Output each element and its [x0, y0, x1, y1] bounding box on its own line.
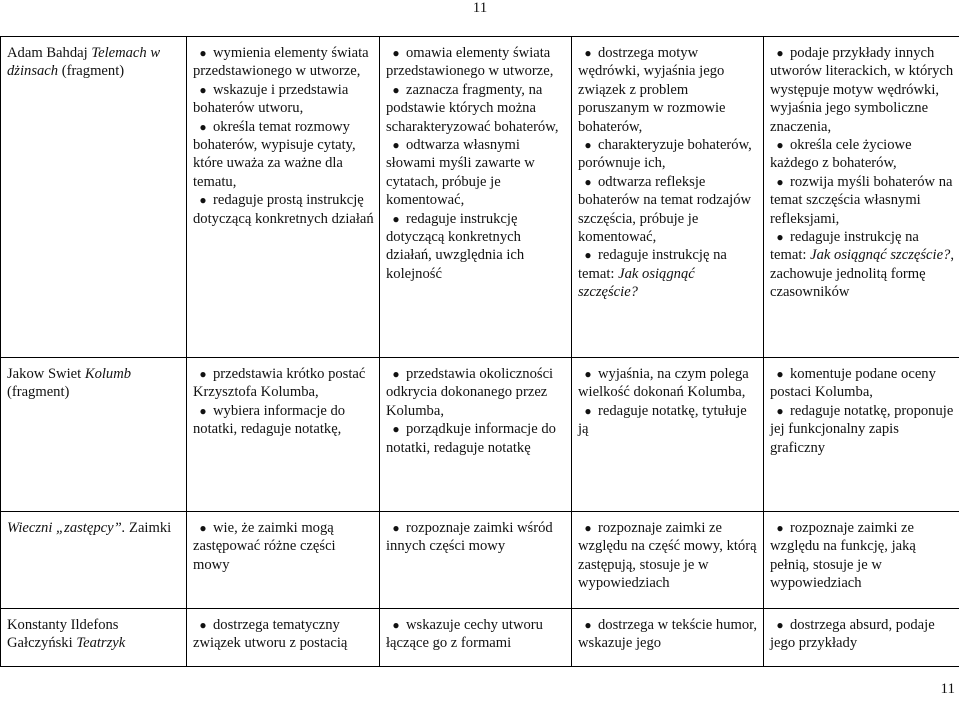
requirement-cell — [572, 512, 764, 609]
bullet-icon: ● — [392, 211, 400, 226]
list-item-text: określa cele życiowe każdego z bohaterów, — [770, 137, 912, 172]
bullet-icon: ● — [392, 367, 400, 381]
table-row — [1, 358, 959, 512]
table-row — [1, 512, 959, 609]
requirement-list — [770, 616, 954, 653]
requirement-list — [193, 519, 374, 574]
reading-title-work: Teatrzyk — [76, 635, 126, 652]
list-item-text: odtwarza refleksje bohaterów na temat rodzajów szczęścia, próbuje je komentować, — [578, 173, 752, 246]
list-item-text: zaznacza fragmenty, na podstawie których można scharakteryzować bohaterów, — [386, 81, 559, 135]
bullet-icon: ● — [392, 82, 400, 97]
list-item — [578, 402, 758, 439]
list-item-text: porządkuje informacje do notatki, redaguje notatkę — [386, 421, 556, 456]
list-item — [386, 519, 566, 556]
bullet-icon: ● — [392, 422, 400, 437]
bullet-icon: ● — [584, 367, 592, 381]
list-item — [770, 402, 954, 457]
list-item-text: redaguje instrukcję dotyczącą konkretnych działań, uwzględnia ich kolejność — [386, 210, 525, 282]
list-item — [386, 81, 566, 136]
requirement-list — [193, 616, 374, 653]
requirement-cell — [380, 609, 572, 667]
bullet-icon: ● — [199, 403, 207, 418]
bullet-icon: ● — [776, 367, 784, 381]
bullet-icon: ● — [776, 618, 784, 632]
list-item-text: redaguje instrukcję na temat: — [578, 247, 727, 282]
requirement-cell — [187, 512, 380, 609]
bullet-icon: ● — [199, 193, 207, 208]
reading-title-author: Jakow Swiet — [7, 366, 85, 382]
list-item-text: omawia elementy świata przedstawionego w utworze, — [386, 45, 554, 80]
list-item — [386, 616, 566, 653]
list-item — [578, 616, 758, 653]
list-item-text: podaje przykłady innych utworów literackich, w których występuje motyw wędrówki, wyjaśnia jego symboliczne znaczenia, — [770, 45, 954, 135]
requirement-list — [770, 44, 954, 302]
list-item — [578, 173, 758, 247]
list-item — [386, 365, 566, 420]
reading-title-author: Adam Bahdaj — [7, 45, 92, 61]
table-row — [1, 37, 959, 358]
requirement-cell — [380, 37, 572, 358]
table-row — [1, 609, 959, 667]
list-item-text: redaguje notatkę, tytułuje ją — [578, 402, 747, 438]
bullet-icon: ● — [776, 230, 784, 245]
list-item — [578, 44, 758, 136]
bullet-icon: ● — [392, 46, 400, 60]
list-item-text: rozpoznaje zaimki wśród innych części mowy — [386, 520, 553, 555]
bullet-icon: ● — [199, 618, 207, 632]
list-item-text: Jak osiągnąć szczęście? — [578, 265, 695, 301]
bullet-icon: ● — [584, 521, 592, 535]
bullet-icon: ● — [199, 82, 207, 97]
list-item-text: rozpoznaje zaimki ze względu na część mowy, którą zastępują, stosuje je w wypowiedziach — [578, 520, 757, 592]
bullet-icon: ● — [776, 521, 784, 535]
bullet-icon: ● — [584, 618, 592, 632]
list-item-text: przedstawia krótko postać Krzysztofa Kolumba, — [193, 366, 366, 401]
list-item — [193, 44, 374, 81]
requirement-cell — [380, 512, 572, 609]
bullet-icon: ● — [584, 403, 592, 418]
list-item-text: charakteryzuje bohaterów, porównuje ich, — [578, 137, 752, 172]
list-item — [578, 365, 758, 402]
requirement-list — [770, 365, 954, 457]
bullet-icon: ● — [776, 174, 784, 189]
requirement-list — [193, 365, 374, 439]
requirement-cell — [764, 37, 959, 358]
requirement-list — [193, 44, 374, 228]
requirement-list — [386, 44, 566, 283]
list-item-text: komentuje podane oceny postaci Kolumba, — [770, 366, 936, 401]
bullet-icon: ● — [776, 46, 784, 60]
reading-title-note: (fragment) — [7, 384, 70, 401]
list-item — [386, 44, 566, 81]
list-item — [770, 228, 954, 302]
reading-title-note: (fragment) — [58, 63, 125, 80]
requirement-cell — [572, 37, 764, 358]
bullet-icon: ● — [392, 521, 400, 535]
reading-title-cell — [1, 37, 187, 358]
list-item-text: wybiera informacje do notatki, redaguje notatkę, — [193, 402, 346, 438]
list-item-text: odtwarza własnymi słowami myśli zawarte w cytatach, próbuje je komentować, — [386, 137, 535, 209]
bullet-icon: ● — [584, 174, 592, 189]
list-item — [578, 246, 758, 301]
page-number-top: 11 — [472, 0, 488, 16]
reading-title-cell — [1, 609, 187, 667]
list-item-text: przedstawia okoliczności odkrycia dokonanego przez Kolumba, — [386, 366, 554, 419]
list-item — [193, 616, 374, 653]
list-item-text: wskazuje cechy utworu łączące go z formami — [386, 617, 543, 652]
list-item — [386, 210, 566, 284]
reading-title-note: Zaimki — [125, 520, 172, 536]
bullet-icon: ● — [776, 138, 784, 153]
requirements-table-body — [1, 37, 959, 667]
bullet-icon: ● — [392, 138, 400, 153]
list-item-text: rozwija myśli bohaterów na temat szczęścia własnymi refleksjami, — [770, 173, 953, 227]
list-item-text: redaguje instrukcję na temat: — [770, 229, 919, 264]
requirement-cell — [764, 512, 959, 609]
list-item — [770, 136, 954, 173]
requirement-cell — [764, 609, 959, 667]
bullet-icon: ● — [199, 521, 207, 535]
bullet-icon: ● — [199, 119, 207, 134]
list-item — [193, 519, 374, 574]
bullet-icon: ● — [392, 618, 400, 632]
requirement-list — [386, 365, 566, 457]
requirement-cell — [187, 358, 380, 512]
reading-title-cell — [1, 512, 187, 609]
bullet-icon: ● — [584, 46, 592, 60]
list-item-text: Jak osiągnąć szczęście? — [810, 247, 951, 264]
list-item — [386, 136, 566, 210]
reading-title-cell — [1, 358, 187, 512]
requirement-list — [578, 519, 758, 593]
list-item — [386, 420, 566, 457]
list-item-text: wskazuje i przedstawia bohaterów utworu, — [193, 81, 349, 117]
list-item-text: dostrzega absurd, podaje jego przykłady — [770, 617, 935, 652]
requirement-cell — [572, 609, 764, 667]
list-item — [193, 365, 374, 402]
list-item — [770, 519, 954, 593]
reading-title-work: Kolumb — [84, 366, 132, 382]
list-item — [578, 519, 758, 593]
reading-title-work: Wieczni „zastępcy”. — [7, 520, 126, 536]
list-item-text: dostrzega motyw wędrówki, wyjaśnia jego związek z problem poruszanym w rozmowie bohaterów, — [578, 45, 726, 135]
list-item — [193, 118, 374, 192]
list-item-text: rozpoznaje zaimki ze względu na funkcję, jaką pełnią, stosuje je w wypowiedziach — [770, 520, 916, 592]
page-number-bottom: 11 — [940, 681, 955, 697]
list-item — [193, 191, 374, 228]
requirement-list — [578, 365, 758, 439]
requirement-list — [578, 616, 758, 653]
list-item — [193, 402, 374, 439]
list-item — [193, 81, 374, 118]
requirement-list — [578, 44, 758, 302]
list-item-text: redaguje notatkę, proponuje jej funkcjonalny zapis graficzny — [770, 402, 954, 456]
list-item-text: dostrzega tematyczny związek utworu z postacią — [193, 617, 348, 652]
requirement-list — [770, 519, 954, 593]
requirements-table — [0, 36, 959, 667]
reading-title-work: Telemach w dżinsach — [7, 45, 161, 80]
list-item-text: wyjaśnia, na czym polega wielkość dokonań Kolumba, — [578, 366, 749, 401]
requirement-cell — [764, 358, 959, 512]
list-item — [770, 616, 954, 653]
requirement-cell — [572, 358, 764, 512]
bullet-icon: ● — [776, 403, 784, 418]
requirement-cell — [380, 358, 572, 512]
list-item-text: określa temat rozmowy bohaterów, wypisuje cytaty, które uważa za ważne dla tematu, — [193, 118, 356, 190]
reading-title-author: Konstanty Ildefons Gałczyński — [7, 617, 119, 652]
list-item-text: , zachowuje jednolitą formę czasowników — [770, 247, 955, 301]
list-item — [770, 44, 954, 136]
bullet-icon: ● — [199, 46, 207, 60]
requirement-cell — [187, 609, 380, 667]
bullet-icon: ● — [199, 367, 207, 381]
list-item-text: dostrzega w tekście humor, wskazuje jego — [578, 617, 758, 652]
requirement-cell — [187, 37, 380, 358]
list-item-text: redaguje prostą instrukcję dotyczącą konkretnych działań — [193, 192, 374, 227]
list-item-text: wymienia elementy świata przedstawionego w utworze, — [193, 45, 369, 80]
requirement-list — [386, 616, 566, 653]
list-item — [770, 365, 954, 402]
list-item-text: wie, że zaimki mogą zastępować różne części mowy — [193, 520, 336, 573]
list-item — [578, 136, 758, 173]
bullet-icon: ● — [584, 138, 592, 153]
list-item — [770, 173, 954, 228]
requirement-list — [386, 519, 566, 556]
bullet-icon: ● — [584, 248, 592, 263]
